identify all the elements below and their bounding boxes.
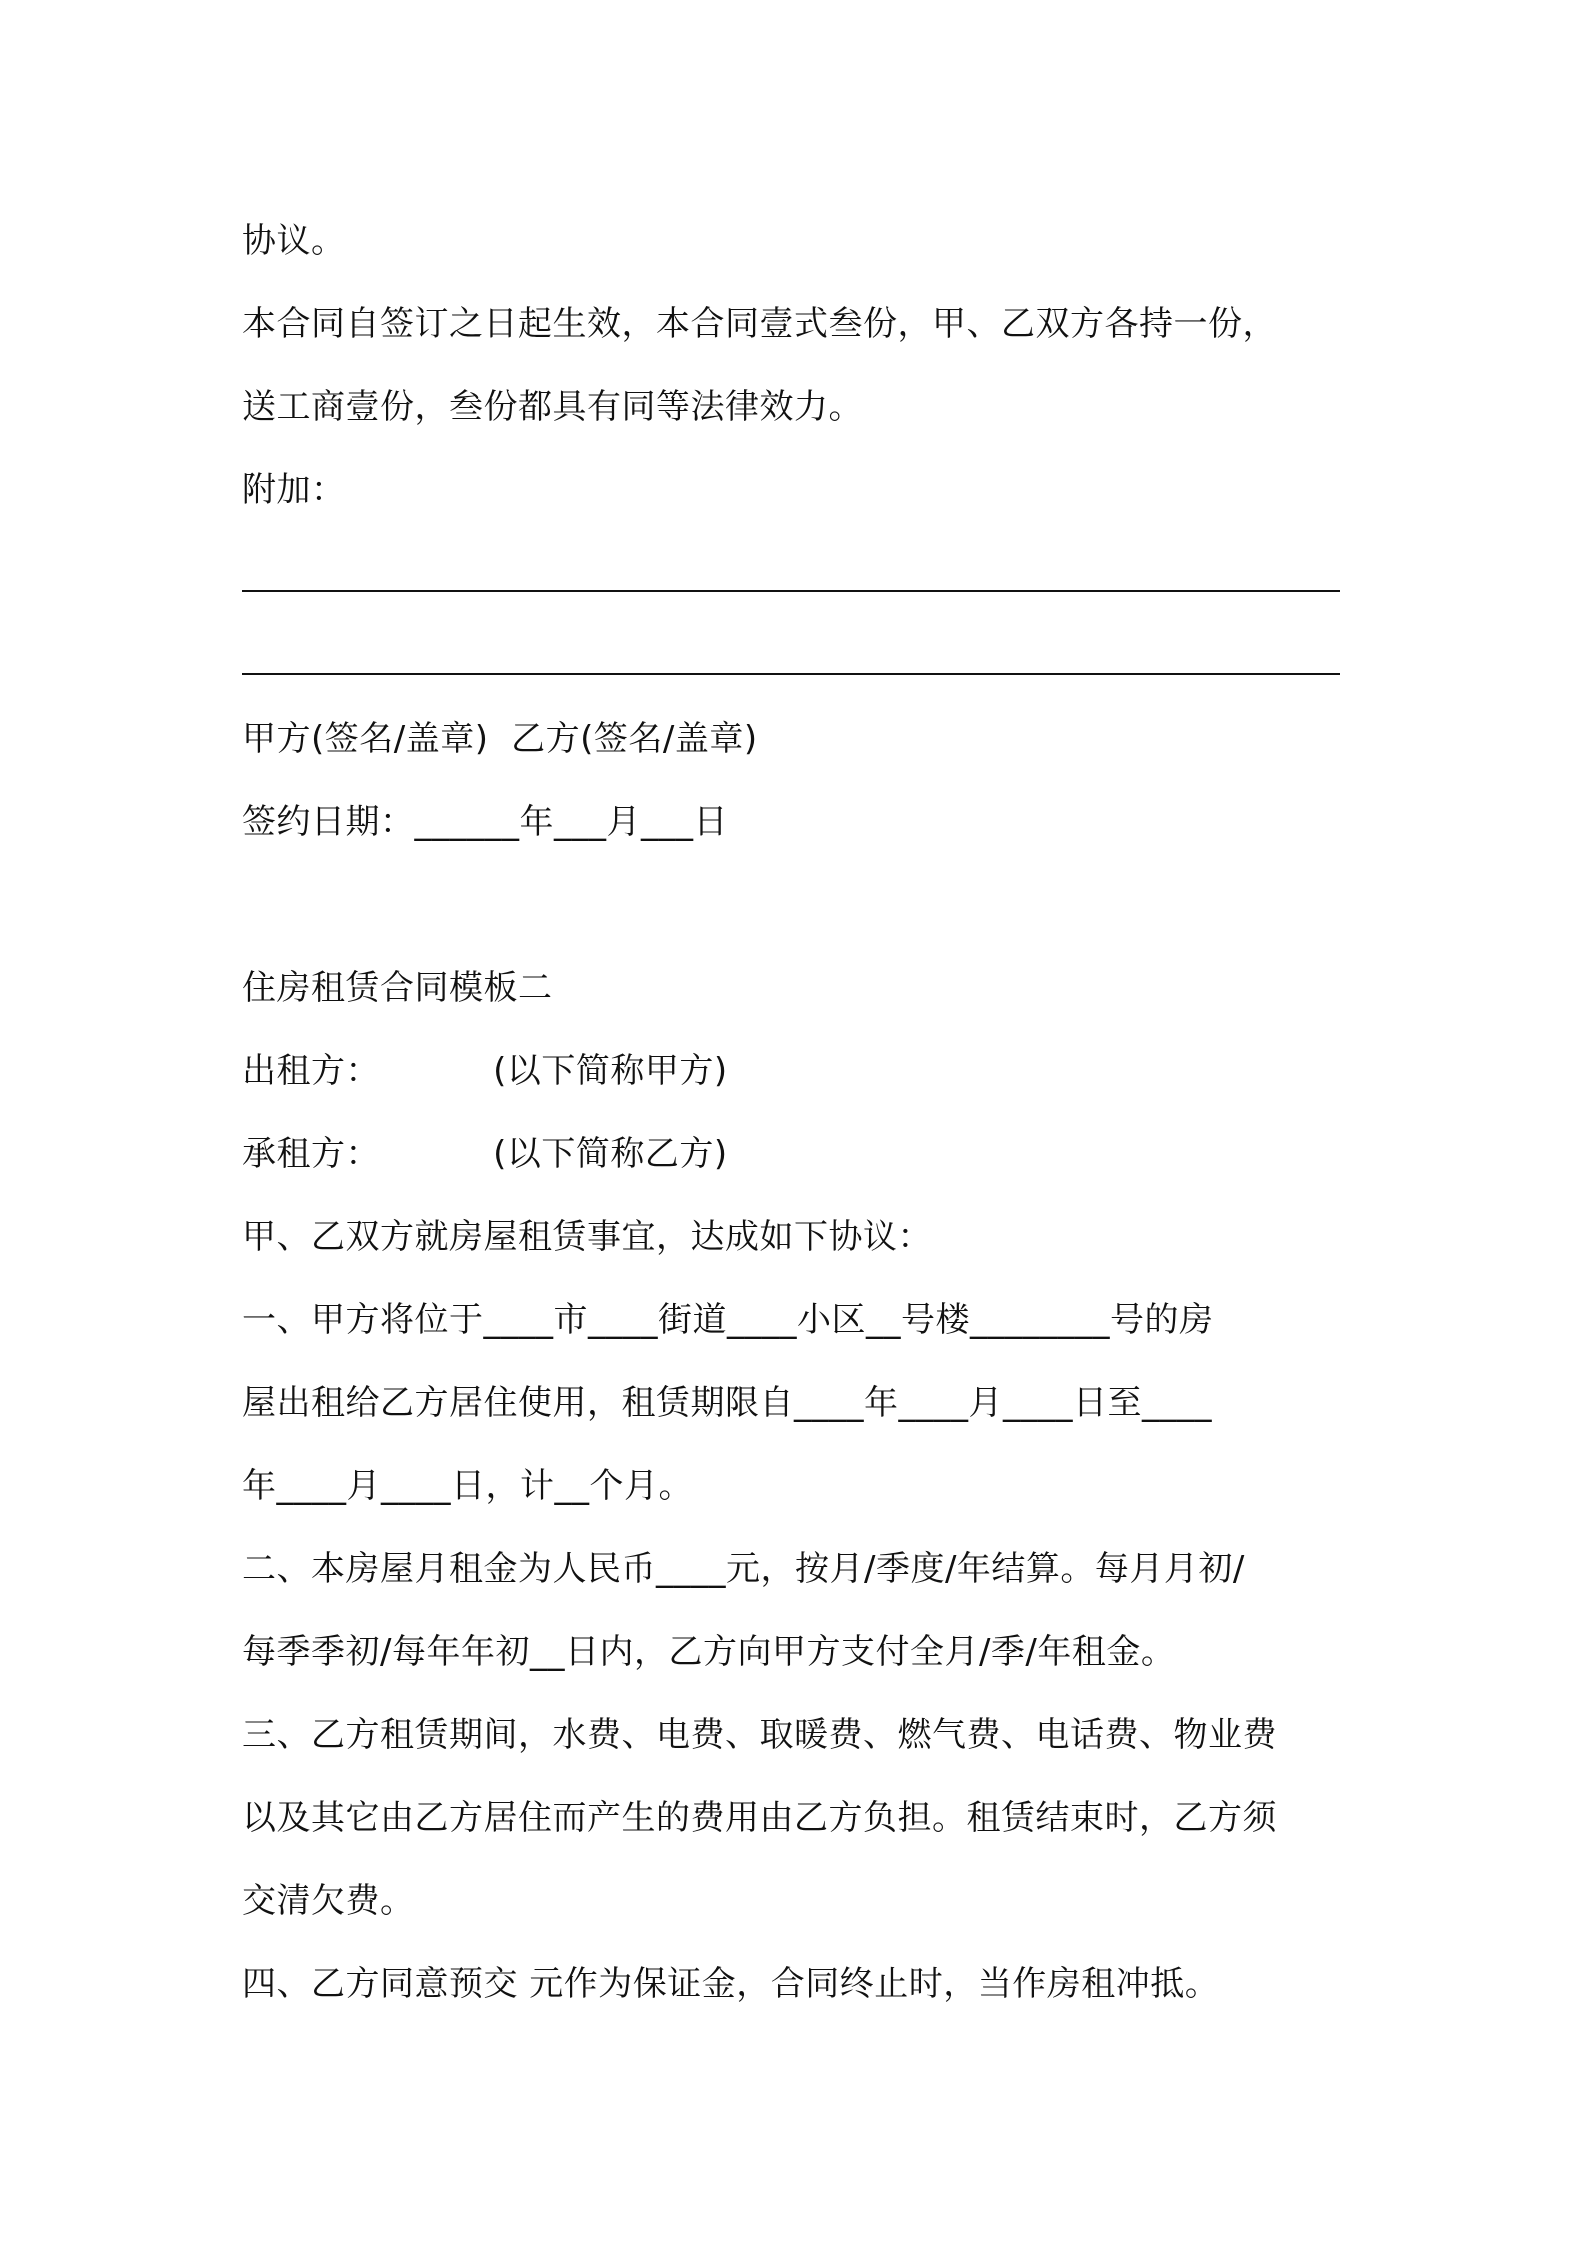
body-line-clause1-b: 屋出租给乙方居住使用，租赁期限自____年____月____日至____ (242, 1383, 1212, 1423)
text-line-agreement-end: 协议。 (242, 221, 346, 261)
signing-date-line: 签约日期：______年___月___日 (242, 802, 728, 842)
body-line-clause1-c: 年____月____日，计__个月。 (242, 1466, 693, 1506)
body-line-clause3-c: 交清欠费。 (242, 1881, 415, 1921)
document-content (242, 200, 1362, 2026)
section-title: 住房租赁合同模板二 (242, 968, 553, 1008)
body-line-clause3-a: 三、乙方租赁期间，水费、电费、取暖费、燃气费、电话费、物业费 (242, 1715, 1277, 1755)
body-line-clause1-a: 一、甲方将位于____市____街道____小区__号楼________号的房 (242, 1300, 1214, 1340)
body-line-intro: 甲、乙双方就房屋租赁事宜，达成如下协议： (242, 1217, 932, 1257)
appendix-blank-line-2 (242, 615, 1362, 698)
body-line-clause2-b: 每季季初/每年年初__日内，乙方向甲方支付全月/季/年租金。 (242, 1632, 1176, 1672)
body-line-clause4: 四、乙方同意预交 元作为保证金，合同终止时，当作房租冲抵。 (242, 1964, 1220, 2004)
text-line-copies: 送工商壹份，叁份都具有同等法律效力。 (242, 387, 863, 427)
text-line-effective: 本合同自签订之日起生效，本合同壹式叁份，甲、乙双方各持一份， (242, 304, 1277, 344)
body-line-clause3-b: 以及其它由乙方居住而产生的费用由乙方负担。租赁结束时，乙方须 (242, 1798, 1277, 1838)
text-line-appendix-label: 附加： (242, 470, 346, 510)
signature-line: 甲方(签名/盖章) 乙方(签名/盖章) (242, 719, 758, 759)
appendix-blank-line-1 (242, 532, 1362, 615)
lessor-line: 出租方： (以下简称甲方) (242, 1051, 728, 1091)
section-spacer (242, 864, 1362, 947)
lessee-line: 承租方： (以下简称乙方) (242, 1134, 728, 1174)
body-line-clause2-a: 二、本房屋月租金为人民币____元，按月/季度/年结算。每月月初/ (242, 1549, 1245, 1589)
